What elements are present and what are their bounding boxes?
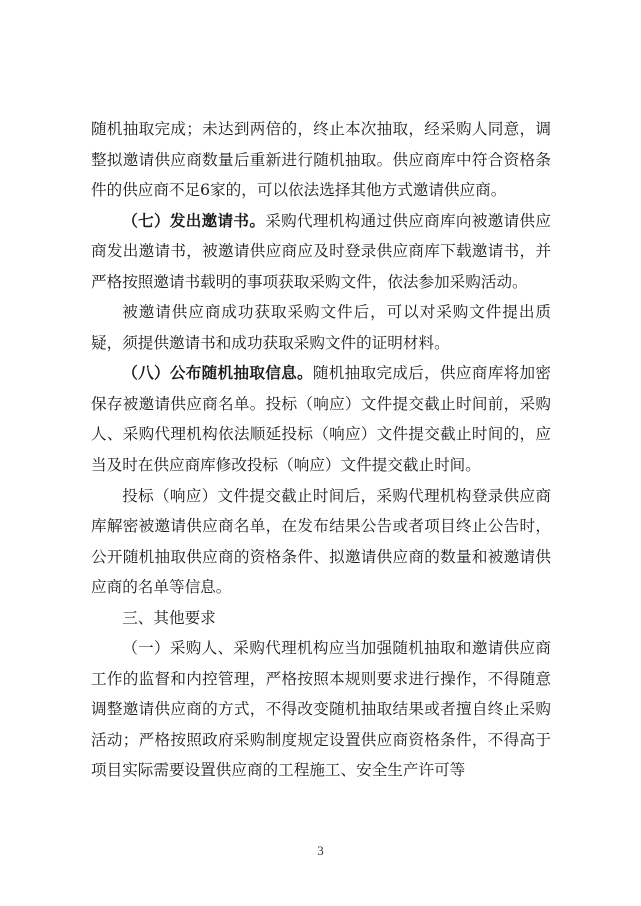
- paragraph-supervision-control: [91, 633, 551, 786]
- page-number: 3: [317, 843, 324, 858]
- paragraph-text: （一）采购人、采购代理机构应当加强随机抽取和邀请供应商工作的监督和内控管理，严格按照本规则要求进行操作，不得随意调整邀请供应商的方式，不得改变随机抽取结果或者擅自终止采购活动；严格按照政府采购制度规定设置供应商资格条件，不得高于项目实际需要设置供应商的工程施工、安全生产许可等: [91, 639, 551, 780]
- heading-text: 三、其他要求: [122, 608, 216, 627]
- paragraph-decrypt-list: [91, 481, 551, 603]
- paragraph-text: 随机抽取完成后，供应商库将加密保存被邀请供应商名单。投标（响应）文件提交截止时间前，采购人、采购代理机构依法顺延投标（响应）文件提交截止时间的，应当及时在供应商库修改投标（响应）文件提交截止时间。: [91, 364, 551, 475]
- paragraph-text: 随机抽取完成；未达到两倍的，终止本次抽取，经采购人同意，调整拟邀请供应商数量后重新进行随机抽取。供应商库中符合资格条件的供应商不足6家的，可以依法选择其他方式邀请供应商。: [91, 120, 551, 200]
- document-body: [91, 114, 551, 786]
- paragraph-raise-doubts: [91, 297, 551, 358]
- paragraph-text: 被邀请供应商成功获取采购文件后，可以对采购文件提出质疑，须提供邀请书和成功获取采购文件的证明材料。: [91, 303, 551, 352]
- paragraph-random-draw-completion: [91, 114, 551, 206]
- section-lead-send-invitation: （七）发出邀请书。: [122, 210, 266, 230]
- paragraph-publish-draw-info: [91, 358, 551, 480]
- paragraph-text: 投标（响应）文件提交截止时间后，采购代理机构登录供应商库解密被邀请供应商名单，在发布结果公告或者项目终止公告时，公开随机抽取供应商的资格条件、拟邀请供应商的数量和被邀请供应商的名单等信息。: [91, 486, 551, 597]
- section-lead-publish-draw-info: （八）公布随机抽取信息。: [122, 363, 313, 383]
- paragraph-send-invitation: [91, 206, 551, 298]
- paragraph-text: 采购代理机构通过供应商库向被邀请供应商发出邀请书，被邀请供应商应及时登录供应商库下载邀请书，并严格按照邀请书载明的事项获取采购文件，依法参加采购活动。: [91, 211, 551, 291]
- section-heading-other-requirements: [91, 603, 551, 634]
